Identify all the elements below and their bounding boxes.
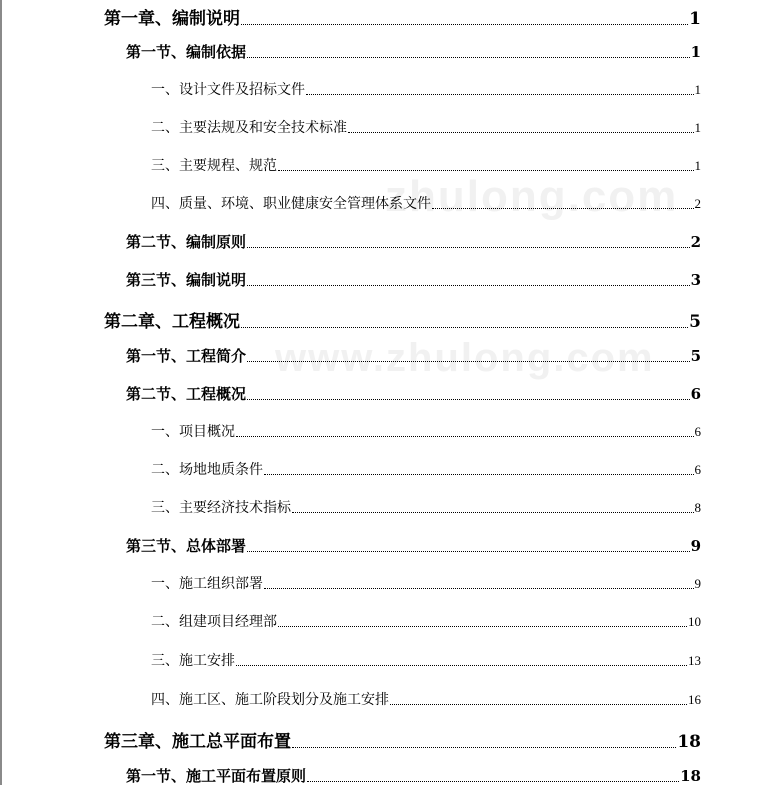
toc-leader-dots [264, 474, 694, 475]
toc-entry-page-number: 18 [680, 767, 701, 785]
toc-leader-dots [292, 512, 694, 513]
toc-entry-page-number: 1 [690, 43, 701, 61]
toc-entry-title: 一、施工组织部署 [151, 576, 263, 592]
toc-entry-page-number: 8 [694, 500, 701, 515]
toc-leader-dots [348, 132, 694, 133]
toc-entry-title: 四、施工区、施工阶段划分及施工安排 [151, 692, 389, 708]
toc-leader-dots [278, 170, 694, 171]
toc-entry-page-number: 1 [694, 158, 701, 173]
toc-entry[interactable] [126, 383, 701, 404]
toc-entry-title: 第一节、施工平面布置原则 [126, 767, 307, 785]
toc-entry[interactable] [104, 727, 701, 752]
toc-entry[interactable] [151, 459, 701, 479]
toc-entry[interactable] [151, 497, 701, 517]
toc-entry-page-number: 2 [690, 233, 701, 251]
toc-entry-title: 第三节、总体部署 [126, 537, 247, 555]
toc-entry-title: 二、组建项目经理部 [151, 614, 277, 630]
toc-entry-title: 第二节、工程概况 [126, 385, 247, 403]
toc-entry-page-number: 6 [694, 462, 701, 477]
toc-entry[interactable] [151, 421, 701, 441]
toc-leader-dots [236, 665, 687, 666]
toc-entry[interactable] [151, 689, 701, 709]
toc-entry[interactable] [151, 193, 701, 213]
watermark-text-secondary: www.zhulong.com [275, 336, 655, 380]
toc-entry-page-number: 1 [694, 82, 701, 97]
toc-entry-page-number: 1 [694, 120, 701, 135]
toc-entry-page-number: 9 [694, 576, 701, 591]
toc-entry-title: 二、主要法规及和安全技术标准 [151, 120, 347, 136]
watermark-text: zhulong.com [385, 172, 679, 221]
toc-entry[interactable] [126, 345, 701, 366]
toc-entry[interactable] [126, 765, 701, 786]
toc-leader-dots [247, 247, 690, 248]
toc-leader-dots [241, 24, 688, 25]
toc-entry-title: 四、质量、环境、职业健康安全管理体系文件 [151, 196, 431, 212]
toc-entry-title: 一、设计文件及招标文件 [151, 82, 305, 98]
toc-leader-dots [306, 94, 694, 95]
toc-entry-title: 第二节、编制原则 [126, 233, 247, 251]
toc-leader-dots [241, 327, 688, 328]
toc-leader-dots [247, 285, 690, 286]
toc-leader-dots [247, 399, 690, 400]
toc-entry-title: 第一章、编制说明 [104, 9, 240, 29]
toc-leader-dots [292, 747, 676, 748]
toc-leader-dots [247, 361, 690, 362]
toc-entry-page-number: 3 [690, 271, 701, 289]
toc-entry[interactable] [151, 155, 701, 175]
toc-entry-title: 二、场地地质条件 [151, 462, 263, 478]
toc-entry[interactable] [104, 307, 701, 332]
toc-leader-dots [278, 626, 687, 627]
toc-entry-page-number: 1 [689, 9, 701, 29]
toc-leader-dots [390, 704, 687, 705]
toc-entry[interactable] [151, 611, 701, 631]
toc-entry-page-number: 5 [690, 347, 701, 365]
toc-entry[interactable] [126, 41, 701, 62]
toc-entry[interactable] [151, 573, 701, 593]
toc-entry[interactable] [151, 117, 701, 137]
toc-leader-dots [247, 57, 690, 58]
toc-entry[interactable] [126, 231, 701, 252]
toc-entry-title: 第一节、工程简介 [126, 347, 247, 365]
toc-entry-title: 第二章、工程概况 [104, 312, 240, 332]
toc-entry-title: 第三节、编制说明 [126, 271, 247, 289]
toc-entry-title: 一、项目概况 [151, 424, 235, 440]
toc-leader-dots [307, 781, 679, 782]
toc-entry[interactable] [151, 650, 701, 670]
toc-entry-page-number: 16 [688, 692, 701, 707]
toc-entry[interactable] [126, 535, 701, 556]
toc-entry-page-number: 2 [694, 196, 701, 211]
toc-entry-title: 第一节、编制依据 [126, 43, 247, 61]
toc-entry[interactable] [151, 79, 701, 99]
toc-entry-title: 第三章、施工总平面布置 [104, 732, 291, 752]
toc-entry-page-number: 13 [688, 653, 701, 668]
toc-entry-page-number: 6 [690, 385, 701, 403]
toc-entry-page-number: 5 [689, 312, 701, 332]
toc-entry-title: 三、主要经济技术指标 [151, 500, 291, 516]
toc-leader-dots [247, 551, 690, 552]
toc-entry-page-number: 18 [677, 732, 701, 752]
toc-entry-page-number: 6 [694, 424, 701, 439]
toc-leader-dots [264, 588, 694, 589]
toc-entry-title: 三、施工安排 [151, 653, 235, 669]
toc-leader-dots [236, 436, 694, 437]
toc-entry[interactable] [126, 269, 701, 290]
toc-entry[interactable] [104, 4, 701, 29]
toc-entry-page-number: 9 [690, 537, 701, 555]
toc-entry-title: 三、主要规程、规范 [151, 158, 277, 174]
toc-entry-page-number: 10 [688, 614, 701, 629]
toc-leader-dots [432, 208, 694, 209]
